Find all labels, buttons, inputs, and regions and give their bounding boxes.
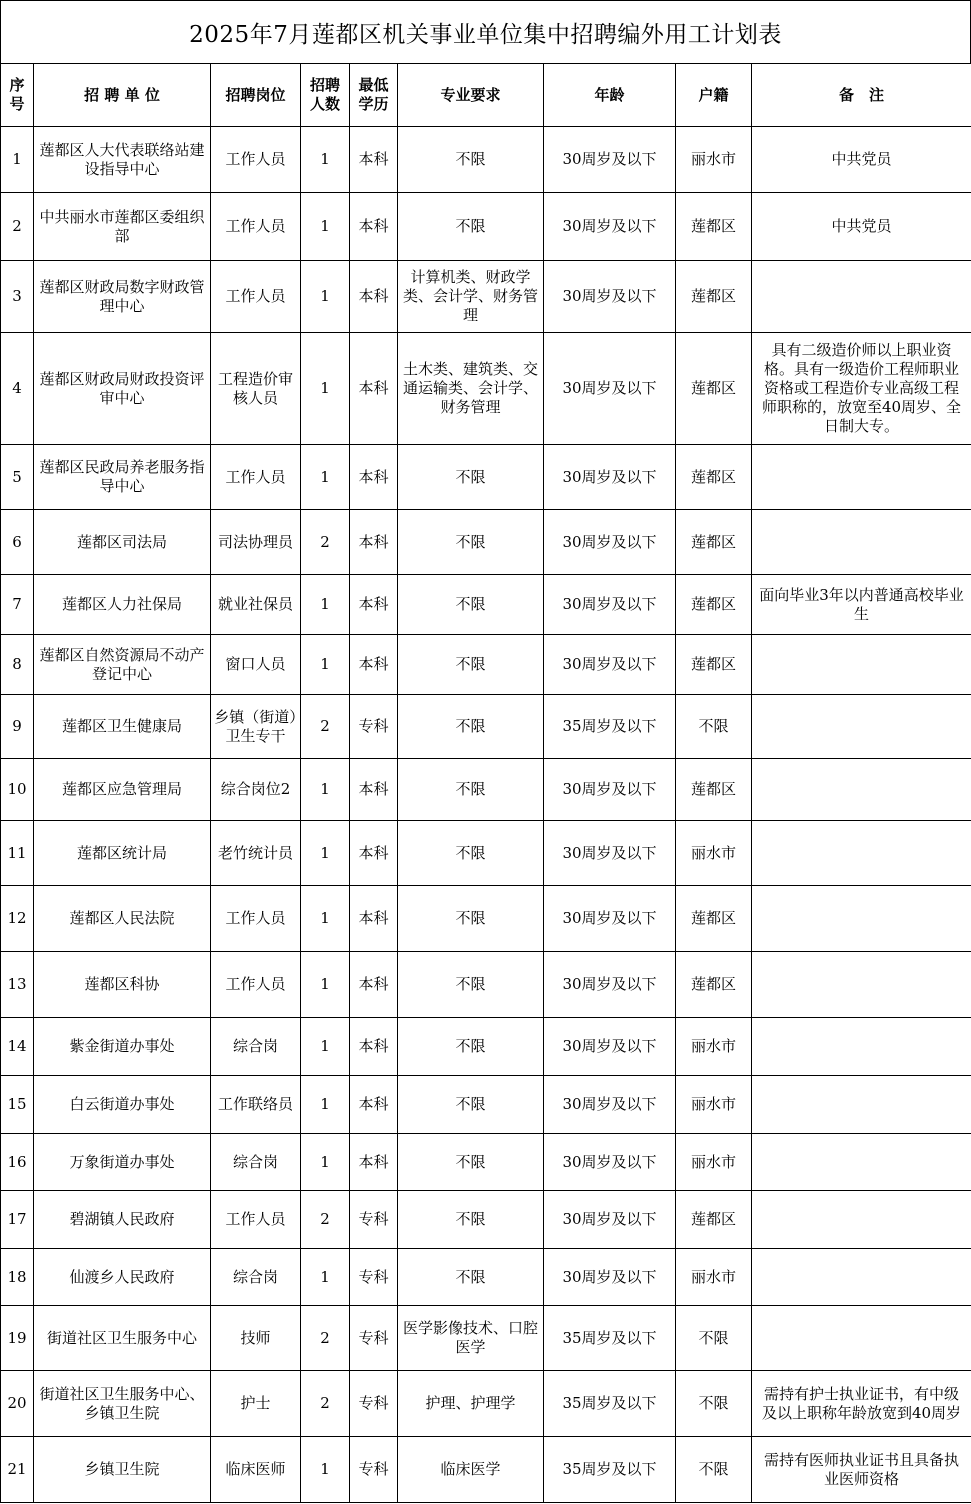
cell-position: 工作人员: [211, 952, 301, 1018]
cell-edu: 本科: [350, 510, 398, 575]
cell-edu: 专科: [350, 1306, 398, 1371]
cell-age: 30周岁及以下: [544, 952, 676, 1018]
cell-age: 30周岁及以下: [544, 821, 676, 886]
cell-note: [752, 695, 971, 759]
cell-count: 2: [301, 1371, 350, 1437]
table-row: [1, 952, 971, 1018]
cell-hukou: 丽水市: [676, 1249, 752, 1306]
cell-unit: 莲都区卫生健康局: [34, 695, 211, 759]
cell-position: 综合岗: [211, 1134, 301, 1191]
cell-edu: 本科: [350, 1018, 398, 1076]
cell-age: 30周岁及以下: [544, 333, 676, 445]
cell-major: 土木类、建筑类、交通运输类、会计学、财务管理: [398, 333, 544, 445]
cell-major: 计算机类、财政学类、会计学、财务管理: [398, 261, 544, 333]
cell-count: 1: [301, 333, 350, 445]
cell-note: 具有二级造价师以上职业资格。具有一级造价工程师职业资格或工程造价专业高级工程师职称的，放宽至40周岁、全日制大专。: [752, 333, 971, 445]
cell-unit: 街道社区卫生服务中心、乡镇卫生院: [34, 1371, 211, 1437]
cell-major: 不限: [398, 759, 544, 821]
cell-note: 需持有医师执业证书且具备执业医师资格: [752, 1437, 971, 1503]
cell-age: 35周岁及以下: [544, 1371, 676, 1437]
cell-hukou: 丽水市: [676, 1076, 752, 1134]
cell-major: 医学影像技术、口腔医学: [398, 1306, 544, 1371]
header-count: 招聘人数: [301, 64, 350, 127]
cell-seq: 2: [1, 193, 34, 261]
cell-unit: 莲都区财政局财政投资评审中心: [34, 333, 211, 445]
cell-age: 30周岁及以下: [544, 635, 676, 695]
cell-note: [752, 1306, 971, 1371]
cell-position: 临床医师: [211, 1437, 301, 1503]
cell-hukou: 莲都区: [676, 333, 752, 445]
cell-unit: 莲都区人力社保局: [34, 575, 211, 635]
cell-edu: 专科: [350, 695, 398, 759]
cell-edu: 本科: [350, 127, 398, 193]
header-position: 招聘岗位: [211, 64, 301, 127]
table-row: [1, 1437, 971, 1503]
cell-age: 30周岁及以下: [544, 510, 676, 575]
cell-count: 1: [301, 759, 350, 821]
cell-position: 综合岗: [211, 1018, 301, 1076]
header-seq: 序号: [1, 64, 34, 127]
cell-hukou: 莲都区: [676, 193, 752, 261]
table-row: [1, 333, 971, 445]
cell-age: 30周岁及以下: [544, 127, 676, 193]
cell-edu: 专科: [350, 1249, 398, 1306]
cell-age: 30周岁及以下: [544, 445, 676, 510]
cell-unit: 莲都区应急管理局: [34, 759, 211, 821]
cell-position: 技师: [211, 1306, 301, 1371]
cell-seq: 8: [1, 635, 34, 695]
cell-hukou: 莲都区: [676, 635, 752, 695]
cell-count: 1: [301, 1018, 350, 1076]
cell-unit: 碧湖镇人民政府: [34, 1191, 211, 1249]
cell-seq: 6: [1, 510, 34, 575]
cell-count: 1: [301, 127, 350, 193]
cell-count: 1: [301, 445, 350, 510]
cell-note: [752, 1018, 971, 1076]
cell-seq: 15: [1, 1076, 34, 1134]
cell-count: 1: [301, 821, 350, 886]
cell-major: 不限: [398, 952, 544, 1018]
cell-count: 1: [301, 193, 350, 261]
cell-seq: 12: [1, 886, 34, 952]
table-row: [1, 1191, 971, 1249]
cell-note: 中共党员: [752, 127, 971, 193]
cell-unit: 中共丽水市莲都区委组织部: [34, 193, 211, 261]
cell-seq: 11: [1, 821, 34, 886]
table-row: [1, 821, 971, 886]
cell-seq: 16: [1, 1134, 34, 1191]
table-row: [1, 759, 971, 821]
cell-count: 1: [301, 261, 350, 333]
cell-age: 30周岁及以下: [544, 575, 676, 635]
cell-count: 1: [301, 635, 350, 695]
cell-count: 1: [301, 1437, 350, 1503]
cell-seq: 10: [1, 759, 34, 821]
cell-note: [752, 759, 971, 821]
cell-seq: 7: [1, 575, 34, 635]
cell-seq: 18: [1, 1249, 34, 1306]
cell-count: 2: [301, 1191, 350, 1249]
cell-position: 老竹统计员: [211, 821, 301, 886]
recruitment-table: [0, 63, 971, 1503]
table-row: [1, 261, 971, 333]
cell-position: 司法协理员: [211, 510, 301, 575]
cell-position: 护士: [211, 1371, 301, 1437]
header-unit: 招 聘 单 位: [34, 64, 211, 127]
cell-edu: 本科: [350, 333, 398, 445]
cell-position: 就业社保员: [211, 575, 301, 635]
cell-unit: 莲都区自然资源局不动产登记中心: [34, 635, 211, 695]
cell-edu: 本科: [350, 261, 398, 333]
cell-seq: 14: [1, 1018, 34, 1076]
cell-edu: 本科: [350, 1134, 398, 1191]
header-hukou: 户籍: [676, 64, 752, 127]
table-row: [1, 1134, 971, 1191]
cell-note: 中共党员: [752, 193, 971, 261]
cell-note: 面向毕业3年以内普通高校毕业生: [752, 575, 971, 635]
cell-seq: 19: [1, 1306, 34, 1371]
cell-position: 窗口人员: [211, 635, 301, 695]
cell-age: 30周岁及以下: [544, 1249, 676, 1306]
cell-position: 工作人员: [211, 127, 301, 193]
cell-age: 30周岁及以下: [544, 886, 676, 952]
cell-hukou: 莲都区: [676, 952, 752, 1018]
cell-edu: 专科: [350, 1371, 398, 1437]
cell-seq: 17: [1, 1191, 34, 1249]
cell-age: 35周岁及以下: [544, 695, 676, 759]
cell-hukou: 丽水市: [676, 127, 752, 193]
table-row: [1, 695, 971, 759]
cell-note: [752, 1191, 971, 1249]
cell-seq: 4: [1, 333, 34, 445]
cell-hukou: 不限: [676, 695, 752, 759]
table-row: [1, 1249, 971, 1306]
cell-hukou: 莲都区: [676, 445, 752, 510]
cell-hukou: 莲都区: [676, 510, 752, 575]
cell-major: 不限: [398, 1191, 544, 1249]
cell-hukou: 莲都区: [676, 261, 752, 333]
cell-unit: 仙渡乡人民政府: [34, 1249, 211, 1306]
cell-note: [752, 1134, 971, 1191]
cell-count: 2: [301, 510, 350, 575]
cell-major: 不限: [398, 695, 544, 759]
table-row: [1, 1076, 971, 1134]
cell-count: 2: [301, 1306, 350, 1371]
cell-note: [752, 510, 971, 575]
table-row: [1, 886, 971, 952]
cell-position: 工作人员: [211, 261, 301, 333]
cell-unit: 莲都区人民法院: [34, 886, 211, 952]
cell-edu: 本科: [350, 635, 398, 695]
cell-count: 1: [301, 952, 350, 1018]
cell-count: 1: [301, 575, 350, 635]
cell-hukou: 不限: [676, 1306, 752, 1371]
cell-count: 1: [301, 886, 350, 952]
cell-seq: 21: [1, 1437, 34, 1503]
table-row: [1, 193, 971, 261]
cell-edu: 本科: [350, 886, 398, 952]
cell-position: 工程造价审核人员: [211, 333, 301, 445]
cell-age: 30周岁及以下: [544, 261, 676, 333]
cell-position: 乡镇（街道）卫生专干: [211, 695, 301, 759]
cell-age: 35周岁及以下: [544, 1306, 676, 1371]
cell-major: 不限: [398, 575, 544, 635]
cell-position: 综合岗位2: [211, 759, 301, 821]
cell-note: [752, 635, 971, 695]
cell-unit: 莲都区人大代表联络站建设指导中心: [34, 127, 211, 193]
cell-edu: 专科: [350, 1191, 398, 1249]
table-row: [1, 127, 971, 193]
cell-hukou: 丽水市: [676, 1018, 752, 1076]
cell-age: 35周岁及以下: [544, 1437, 676, 1503]
cell-unit: 莲都区司法局: [34, 510, 211, 575]
cell-age: 30周岁及以下: [544, 193, 676, 261]
cell-edu: 专科: [350, 1437, 398, 1503]
cell-major: 临床医学: [398, 1437, 544, 1503]
cell-note: [752, 1249, 971, 1306]
cell-unit: 莲都区民政局养老服务指导中心: [34, 445, 211, 510]
page-title: 2025年7月莲都区机关事业单位集中招聘编外用工计划表: [0, 0, 971, 63]
cell-hukou: 不限: [676, 1371, 752, 1437]
cell-hukou: 丽水市: [676, 1134, 752, 1191]
cell-position: 工作人员: [211, 193, 301, 261]
cell-age: 30周岁及以下: [544, 1018, 676, 1076]
cell-unit: 街道社区卫生服务中心: [34, 1306, 211, 1371]
cell-note: [752, 1076, 971, 1134]
cell-major: 不限: [398, 445, 544, 510]
cell-age: 30周岁及以下: [544, 759, 676, 821]
header-age: 年龄: [544, 64, 676, 127]
cell-major: 不限: [398, 635, 544, 695]
table-row: [1, 1306, 971, 1371]
cell-count: 1: [301, 1249, 350, 1306]
table-row: [1, 575, 971, 635]
cell-hukou: 莲都区: [676, 886, 752, 952]
cell-edu: 本科: [350, 575, 398, 635]
cell-note: [752, 952, 971, 1018]
cell-note: [752, 886, 971, 952]
cell-seq: 20: [1, 1371, 34, 1437]
table-row: [1, 1018, 971, 1076]
cell-edu: 本科: [350, 1076, 398, 1134]
table-row: [1, 635, 971, 695]
cell-unit: 万象街道办事处: [34, 1134, 211, 1191]
cell-note: [752, 445, 971, 510]
cell-edu: 本科: [350, 952, 398, 1018]
cell-seq: 13: [1, 952, 34, 1018]
table-row: [1, 510, 971, 575]
cell-major: 不限: [398, 1134, 544, 1191]
cell-seq: 1: [1, 127, 34, 193]
cell-major: 不限: [398, 886, 544, 952]
header-major: 专业要求: [398, 64, 544, 127]
cell-major: 不限: [398, 510, 544, 575]
cell-count: 1: [301, 1134, 350, 1191]
cell-note: [752, 821, 971, 886]
cell-hukou: 丽水市: [676, 821, 752, 886]
cell-hukou: 莲都区: [676, 1191, 752, 1249]
cell-edu: 本科: [350, 759, 398, 821]
cell-edu: 本科: [350, 821, 398, 886]
cell-hukou: 莲都区: [676, 759, 752, 821]
cell-count: 1: [301, 1076, 350, 1134]
cell-hukou: 莲都区: [676, 575, 752, 635]
cell-position: 综合岗: [211, 1249, 301, 1306]
cell-major: 不限: [398, 127, 544, 193]
header-note: 备 注: [752, 64, 971, 127]
cell-seq: 5: [1, 445, 34, 510]
cell-age: 30周岁及以下: [544, 1134, 676, 1191]
cell-major: 不限: [398, 821, 544, 886]
cell-position: 工作人员: [211, 886, 301, 952]
cell-major: 不限: [398, 193, 544, 261]
cell-position: 工作人员: [211, 445, 301, 510]
header-edu: 最低学历: [350, 64, 398, 127]
cell-edu: 本科: [350, 193, 398, 261]
cell-count: 2: [301, 695, 350, 759]
cell-edu: 本科: [350, 445, 398, 510]
cell-age: 30周岁及以下: [544, 1076, 676, 1134]
cell-seq: 9: [1, 695, 34, 759]
cell-unit: 莲都区统计局: [34, 821, 211, 886]
cell-unit: 莲都区财政局数字财政管理中心: [34, 261, 211, 333]
cell-unit: 莲都区科协: [34, 952, 211, 1018]
cell-unit: 乡镇卫生院: [34, 1437, 211, 1503]
cell-major: 不限: [398, 1249, 544, 1306]
table-header-row: [1, 64, 971, 127]
cell-note: [752, 261, 971, 333]
cell-note: 需持有护士执业证书，有中级及以上职称年龄放宽到40周岁: [752, 1371, 971, 1437]
cell-position: 工作联络员: [211, 1076, 301, 1134]
table-row: [1, 1371, 971, 1437]
table-row: [1, 445, 971, 510]
cell-seq: 3: [1, 261, 34, 333]
cell-position: 工作人员: [211, 1191, 301, 1249]
cell-major: 护理、护理学: [398, 1371, 544, 1437]
cell-major: 不限: [398, 1018, 544, 1076]
cell-major: 不限: [398, 1076, 544, 1134]
cell-hukou: 不限: [676, 1437, 752, 1503]
cell-unit: 紫金街道办事处: [34, 1018, 211, 1076]
cell-unit: 白云街道办事处: [34, 1076, 211, 1134]
cell-age: 30周岁及以下: [544, 1191, 676, 1249]
